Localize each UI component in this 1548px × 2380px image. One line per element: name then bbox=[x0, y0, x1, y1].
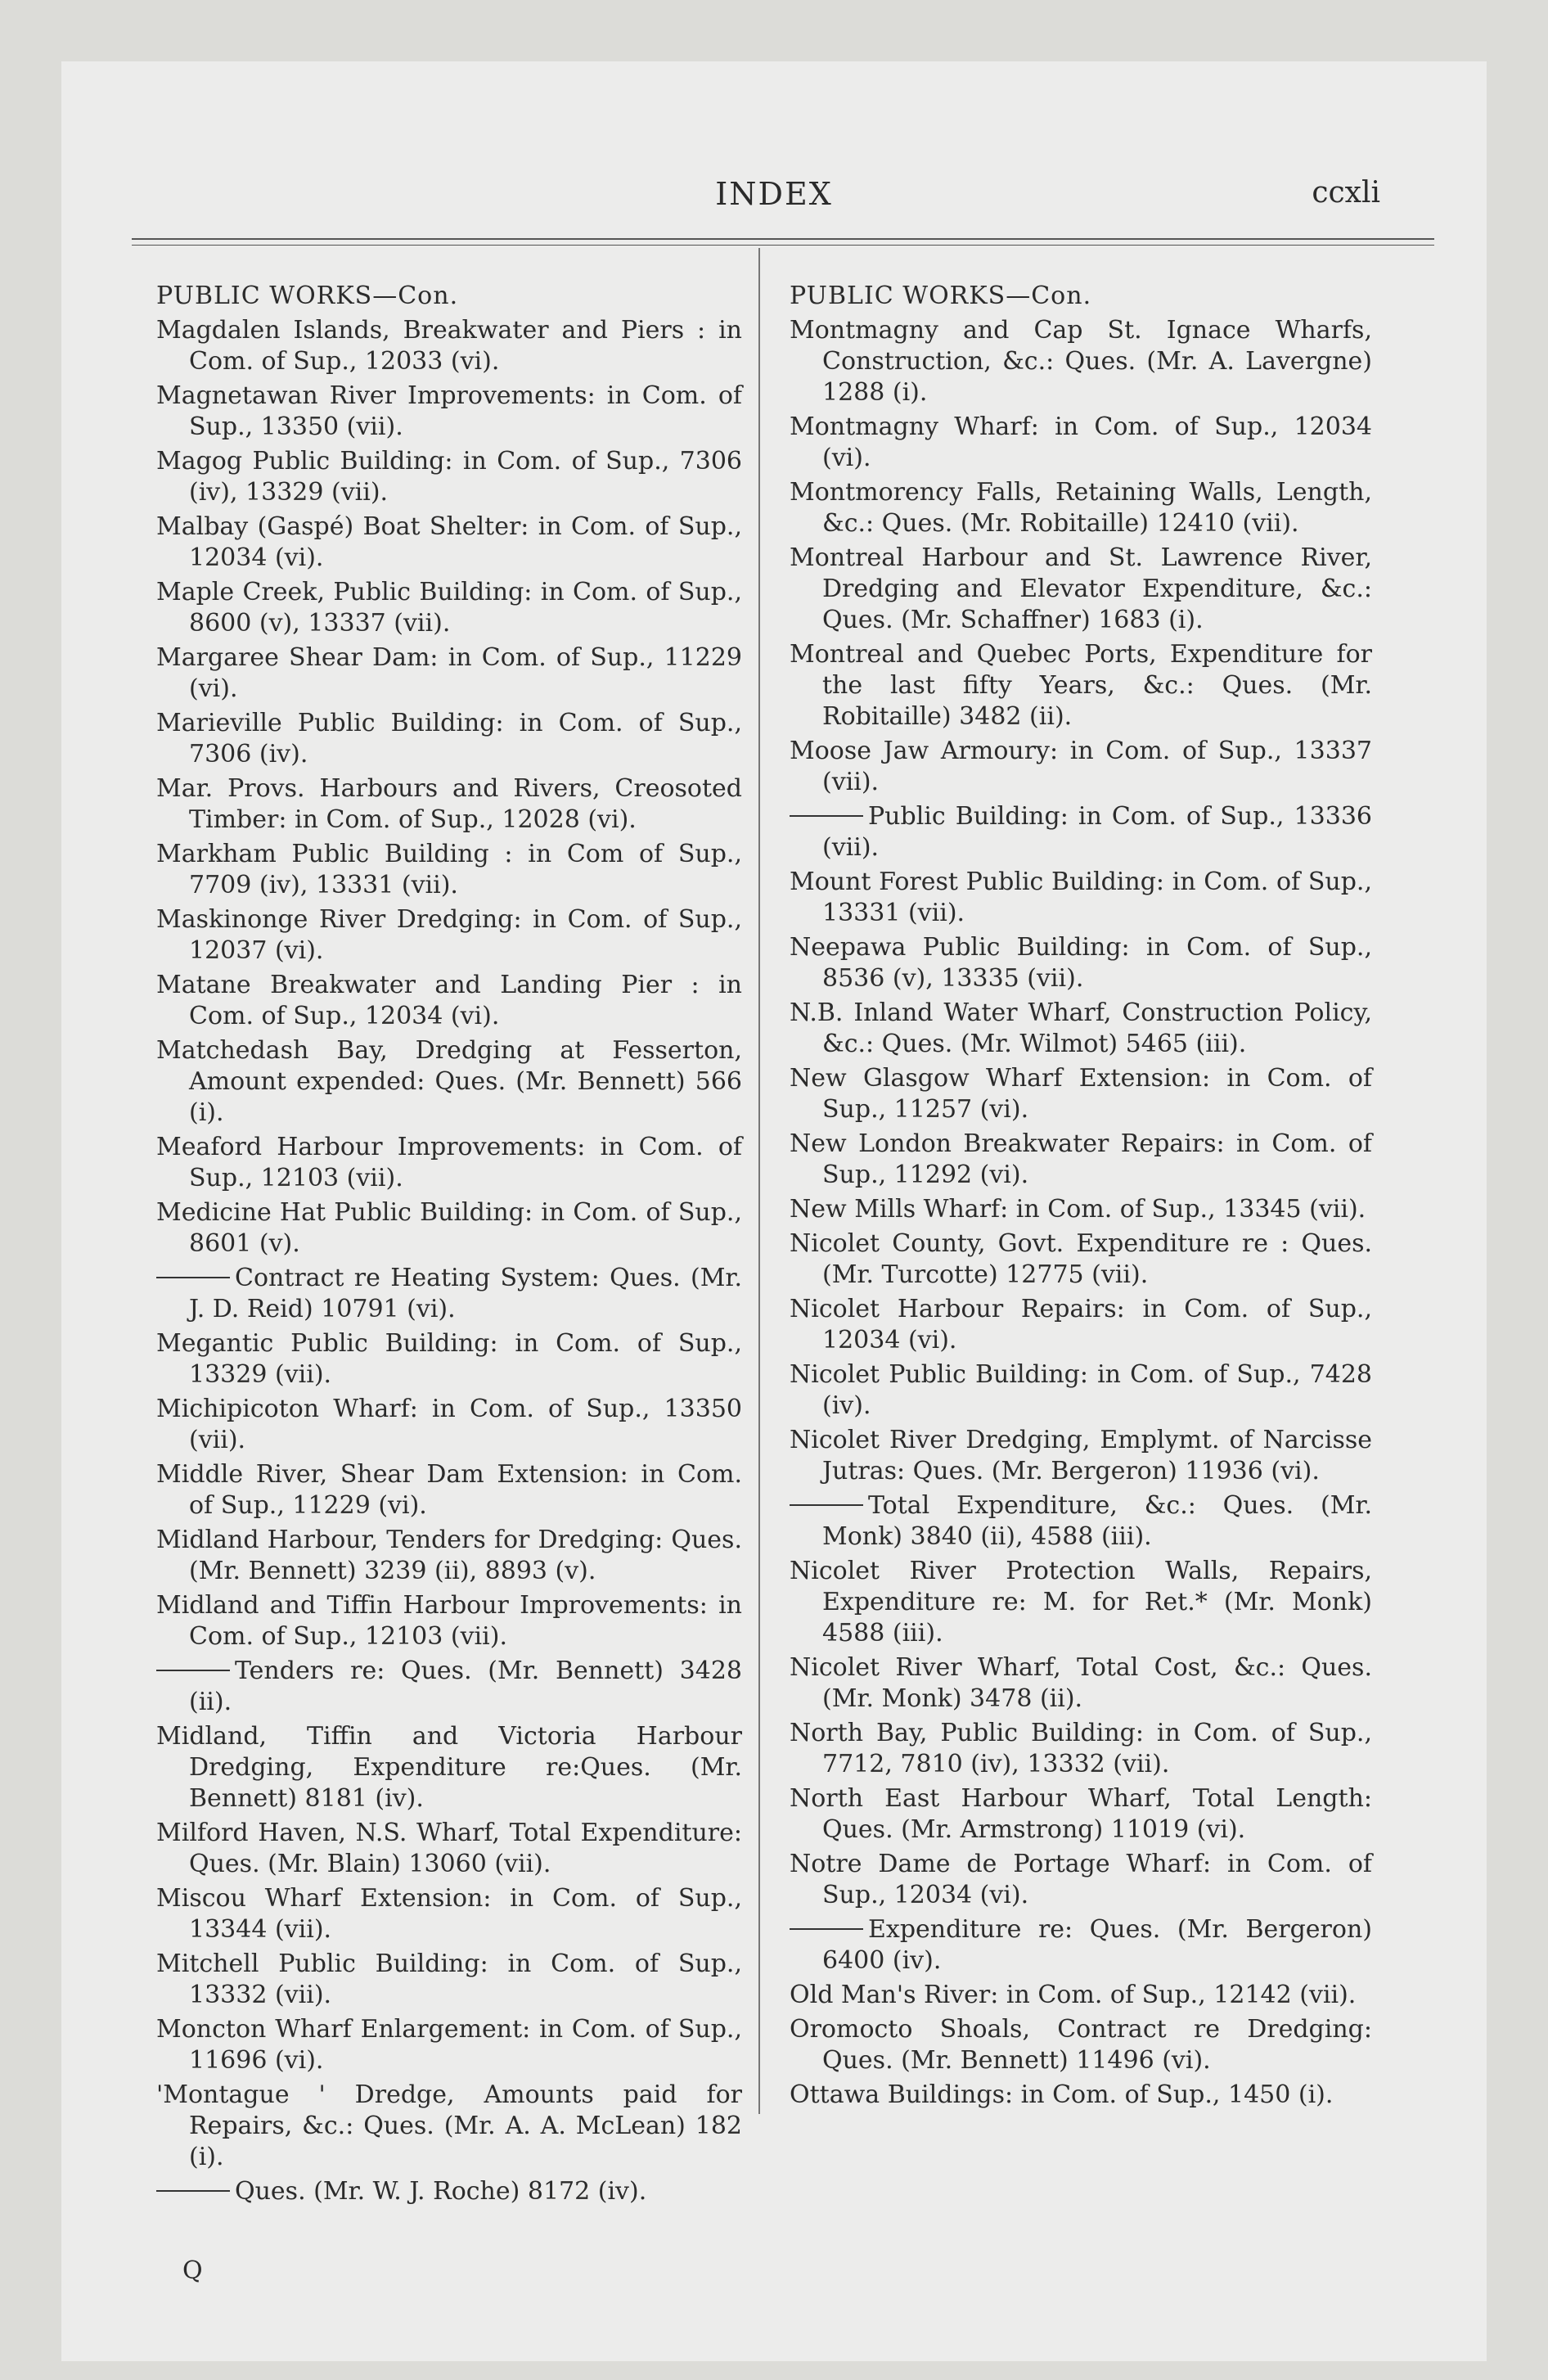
entry-text: Nicolet Public Building: in Com. of Sup., 7428 (iv). bbox=[790, 1360, 1372, 1420]
entry-text: Magnetawan River Improvements: in Com. of Sup., 13350 (vii). bbox=[156, 381, 742, 441]
entry-text: Moncton Wharf Enlargement: in Com. of Sup., 11696 (vi). bbox=[156, 2015, 742, 2075]
index-entry bbox=[156, 1394, 742, 1456]
index-entry bbox=[156, 1328, 742, 1391]
index-entry bbox=[790, 736, 1372, 798]
entry-text: Neepawa Public Building: in Com. of Sup., 8536 (v), 13335 (vii). bbox=[790, 933, 1372, 993]
index-entry bbox=[156, 577, 742, 639]
entry-text: North Bay, Public Building: in Com. of Sup., 7712, 7810 (iv), 13332 (vii). bbox=[790, 1719, 1372, 1778]
index-entry bbox=[790, 1849, 1372, 1911]
entry-text: North East Harbour Wharf, Total Length: Ques. (Mr. Armstrong) 11019 (vi). bbox=[790, 1784, 1372, 1844]
ditto-dash bbox=[790, 1504, 863, 1506]
index-entry bbox=[156, 708, 742, 770]
index-entry bbox=[790, 2014, 1372, 2076]
entry-text: Matchedash Bay, Dredging at Fesserton, Amount expended: Ques. (Mr. Bennett) 566 (i). bbox=[156, 1036, 742, 1127]
entry-text: Ques. (Mr. W. J. Roche) 8172 (iv). bbox=[235, 2177, 647, 2206]
entry-text: Medicine Hat Public Building: in Com. of Sup., 8601 (v). bbox=[156, 1198, 742, 1258]
index-subentry bbox=[156, 1656, 742, 1718]
index-entry bbox=[790, 1980, 1372, 2011]
index-entry bbox=[790, 932, 1372, 994]
index-entry bbox=[790, 477, 1372, 539]
index-entry bbox=[790, 2080, 1372, 2111]
ditto-dash bbox=[156, 2190, 230, 2192]
entry-text: Total Expenditure, &c.: Ques. (Mr. Monk) 3840 (ii), 4588 (iii). bbox=[822, 1491, 1372, 1551]
signature-mark: Q bbox=[182, 2256, 203, 2285]
entry-text: Nicolet County, Govt. Expenditure re : Ques. (Mr. Turcotte) 12775 (vii). bbox=[790, 1229, 1372, 1289]
entry-text: Magog Public Building: in Com. of Sup., 7306 (iv), 13329 (vii). bbox=[156, 447, 742, 507]
index-entry bbox=[156, 1590, 742, 1652]
index-entry bbox=[790, 1194, 1372, 1225]
entry-text: Montmagny Wharf: in Com. of Sup., 12034 (vi). bbox=[790, 412, 1372, 472]
entry-text: Contract re Heating System: Ques. (Mr. J. D. Reid) 10791 (vi). bbox=[189, 1264, 742, 1323]
entry-text: Milford Haven, N.S. Wharf, Total Expenditure: Ques. (Mr. Blain) 13060 (vii). bbox=[156, 1819, 742, 1878]
index-subentry bbox=[790, 1490, 1372, 1553]
entry-text: Middle River, Shear Dam Extension: in Com. of Sup., 11229 (vi). bbox=[156, 1460, 742, 1520]
entry-text: Nicolet River Protection Walls, Repairs, Expenditure re: M. for Ret.* (Mr. Monk) 4588 (iii). bbox=[790, 1557, 1372, 1648]
entry-text: Maskinonge River Dredging: in Com. of Sup., 12037 (vi). bbox=[156, 905, 742, 965]
entry-text: Old Man's River: in Com. of Sup., 12142 (vii). bbox=[790, 1981, 1357, 2009]
entry-text: Notre Dame de Portage Wharf: in Com. of Sup., 12034 (vi). bbox=[790, 1850, 1372, 1909]
index-entry bbox=[156, 1883, 742, 1945]
entry-text: Mitchell Public Building: in Com. of Sup., 13332 (vii). bbox=[156, 1950, 742, 2009]
index-entry bbox=[156, 1721, 742, 1814]
column-divider bbox=[758, 248, 760, 2114]
left-column bbox=[156, 281, 742, 2211]
entry-text: Matane Breakwater and Landing Pier : in Com. of Sup., 12034 (vi). bbox=[156, 971, 742, 1030]
page-number: ccxli bbox=[1312, 176, 1380, 210]
entry-text: Nicolet River Wharf, Total Cost, &c.: Ques. (Mr. Monk) 3478 (ii). bbox=[790, 1653, 1372, 1713]
entry-text: Moose Jaw Armoury: in Com. of Sup., 13337 (vii). bbox=[790, 737, 1372, 796]
entry-text: Margaree Shear Dam: in Com. of Sup., 11229 (vi). bbox=[156, 643, 742, 703]
index-entry bbox=[156, 512, 742, 574]
entry-text: Montmorency Falls, Retaining Walls, Length, &c.: Ques. (Mr. Robitaille) 12410 (vii). bbox=[790, 478, 1372, 538]
section-heading: PUBLIC WORKS—Con. bbox=[790, 282, 1092, 310]
entry-text: Mar. Provs. Harbours and Rivers, Creosoted Timber: in Com. of Sup., 12028 (vi). bbox=[156, 774, 742, 834]
index-entry bbox=[156, 1132, 742, 1194]
ditto-dash bbox=[156, 1277, 230, 1278]
entry-text: Markham Public Building : in Com of Sup., 7709 (iv), 13331 (vii). bbox=[156, 840, 742, 899]
index-entry bbox=[790, 1652, 1372, 1715]
index-entry bbox=[156, 773, 742, 836]
index-entry bbox=[156, 381, 742, 443]
ditto-dash bbox=[156, 1670, 230, 1671]
entry-text: Public Building: in Com. of Sup., 13336 (vii). bbox=[822, 802, 1372, 862]
index-entry bbox=[790, 1783, 1372, 1846]
entry-text: Midland Harbour, Tenders for Dredging: Ques. (Mr. Bennett) 3239 (ii), 8893 (v). bbox=[156, 1526, 742, 1585]
index-entry bbox=[156, 1949, 742, 2011]
entry-text: Nicolet Harbour Repairs: in Com. of Sup., 12034 (vi). bbox=[790, 1295, 1372, 1355]
index-entry bbox=[790, 543, 1372, 636]
entry-text: Mount Forest Public Building: in Com. of Sup., 13331 (vii). bbox=[790, 868, 1372, 927]
index-entry bbox=[790, 639, 1372, 732]
index-subentry bbox=[156, 2176, 742, 2207]
index-subentry bbox=[156, 1263, 742, 1325]
entry-text: Malbay (Gaspé) Boat Shelter: in Com. of Sup., 12034 (vi). bbox=[156, 512, 742, 572]
page-title: INDEX bbox=[715, 176, 833, 212]
index-entry bbox=[156, 839, 742, 901]
entry-text: Montmagny and Cap St. Ignace Wharfs, Construction, &c.: Ques. (Mr. A. Lavergne) 1288 (i). bbox=[790, 316, 1372, 407]
index-entry bbox=[156, 315, 742, 377]
index-entry bbox=[156, 1525, 742, 1587]
index-entry bbox=[790, 998, 1372, 1060]
entry-text: Oromocto Shoals, Contract re Dredging: Ques. (Mr. Bennett) 11496 (vi). bbox=[790, 2015, 1372, 2075]
index-subentry bbox=[790, 1914, 1372, 1977]
entry-text: Maple Creek, Public Building: in Com. of Sup., 8600 (v), 13337 (vii). bbox=[156, 578, 742, 638]
entry-text: Megantic Public Building: in Com. of Sup., 13329 (vii). bbox=[156, 1329, 742, 1389]
entry-text: Magdalen Islands, Breakwater and Piers : in Com. of Sup., 12033 (vi). bbox=[156, 316, 742, 376]
index-entry bbox=[156, 2014, 742, 2076]
index-entry bbox=[790, 412, 1372, 474]
index-entry bbox=[790, 1063, 1372, 1125]
entry-text: Ottawa Buildings: in Com. of Sup., 1450 (i). bbox=[790, 2080, 1334, 2109]
index-entry bbox=[790, 1129, 1372, 1191]
entry-text: Tenders re: Ques. (Mr. Bennett) 3428 (ii). bbox=[189, 1657, 742, 1716]
section-heading: PUBLIC WORKS—Con. bbox=[156, 282, 459, 310]
right-column bbox=[790, 281, 1372, 2114]
index-page bbox=[61, 61, 1487, 2361]
ditto-dash bbox=[790, 815, 863, 817]
index-entry bbox=[790, 315, 1372, 408]
index-entry bbox=[790, 1228, 1372, 1291]
index-entry bbox=[790, 1425, 1372, 1487]
entry-text: Marieville Public Building: in Com. of Sup., 7306 (iv). bbox=[156, 709, 742, 769]
header-rule-thin bbox=[132, 245, 1434, 246]
entry-text: Nicolet River Dredging, Emplymt. of Narcisse Jutras: Ques. (Mr. Bergeron) 11936 (vi). bbox=[790, 1426, 1372, 1485]
index-entry bbox=[156, 1035, 742, 1129]
entry-text: Montreal Harbour and St. Lawrence River, Dredging and Elevator Expenditure, &c.: Ques. (Mr. Schaffner) 1683 (i). bbox=[790, 543, 1372, 634]
entry-text: Midland and Tiffin Harbour Improvements: in Com. of Sup., 12103 (vii). bbox=[156, 1591, 742, 1651]
index-entry bbox=[156, 1459, 742, 1521]
index-subentry bbox=[790, 801, 1372, 863]
entry-text: Midland, Tiffin and Victoria Harbour Dredging, Expenditure re:Ques. (Mr. Bennett) 8181 (iv). bbox=[156, 1722, 742, 1813]
entry-text: Meaford Harbour Improvements: in Com. of Sup., 12103 (vii). bbox=[156, 1133, 742, 1192]
entry-text: New Mills Wharf: in Com. of Sup., 13345 (vii). bbox=[790, 1195, 1366, 1224]
index-entry bbox=[156, 904, 742, 967]
entry-text: Michipicoton Wharf: in Com. of Sup., 13350 (vii). bbox=[156, 1395, 742, 1454]
entry-text: New London Breakwater Repairs: in Com. of Sup., 11292 (vi). bbox=[790, 1129, 1372, 1189]
index-entry bbox=[156, 1197, 742, 1260]
index-entry bbox=[156, 2080, 742, 2173]
index-entry bbox=[790, 1718, 1372, 1780]
index-entry bbox=[790, 867, 1372, 929]
index-entry bbox=[156, 970, 742, 1032]
index-entry bbox=[790, 1359, 1372, 1422]
entry-text: N.B. Inland Water Wharf, Construction Policy, &c.: Ques. (Mr. Wilmot) 5465 (iii). bbox=[790, 998, 1372, 1058]
entry-text: Miscou Wharf Extension: in Com. of Sup., 13344 (vii). bbox=[156, 1884, 742, 1944]
ditto-dash bbox=[790, 1928, 863, 1930]
index-entry bbox=[790, 1294, 1372, 1356]
index-entry bbox=[790, 1556, 1372, 1649]
index-entry bbox=[156, 446, 742, 508]
entry-text: Montreal and Quebec Ports, Expenditure for the last fifty Years, &c.: Ques. (Mr. Robitaille) 3482 (ii). bbox=[790, 640, 1372, 731]
index-entry bbox=[156, 1818, 742, 1880]
header-rule bbox=[132, 238, 1434, 240]
entry-text: 'Montague ' Dredge, Amounts paid for Repairs, &c.: Ques. (Mr. A. A. McLean) 182 (i). bbox=[156, 2080, 742, 2171]
index-entry bbox=[156, 642, 742, 705]
entry-text: Expenditure re: Ques. (Mr. Bergeron) 6400 (iv). bbox=[822, 1915, 1372, 1975]
entry-text: New Glasgow Wharf Extension: in Com. of Sup., 11257 (vi). bbox=[790, 1064, 1372, 1124]
